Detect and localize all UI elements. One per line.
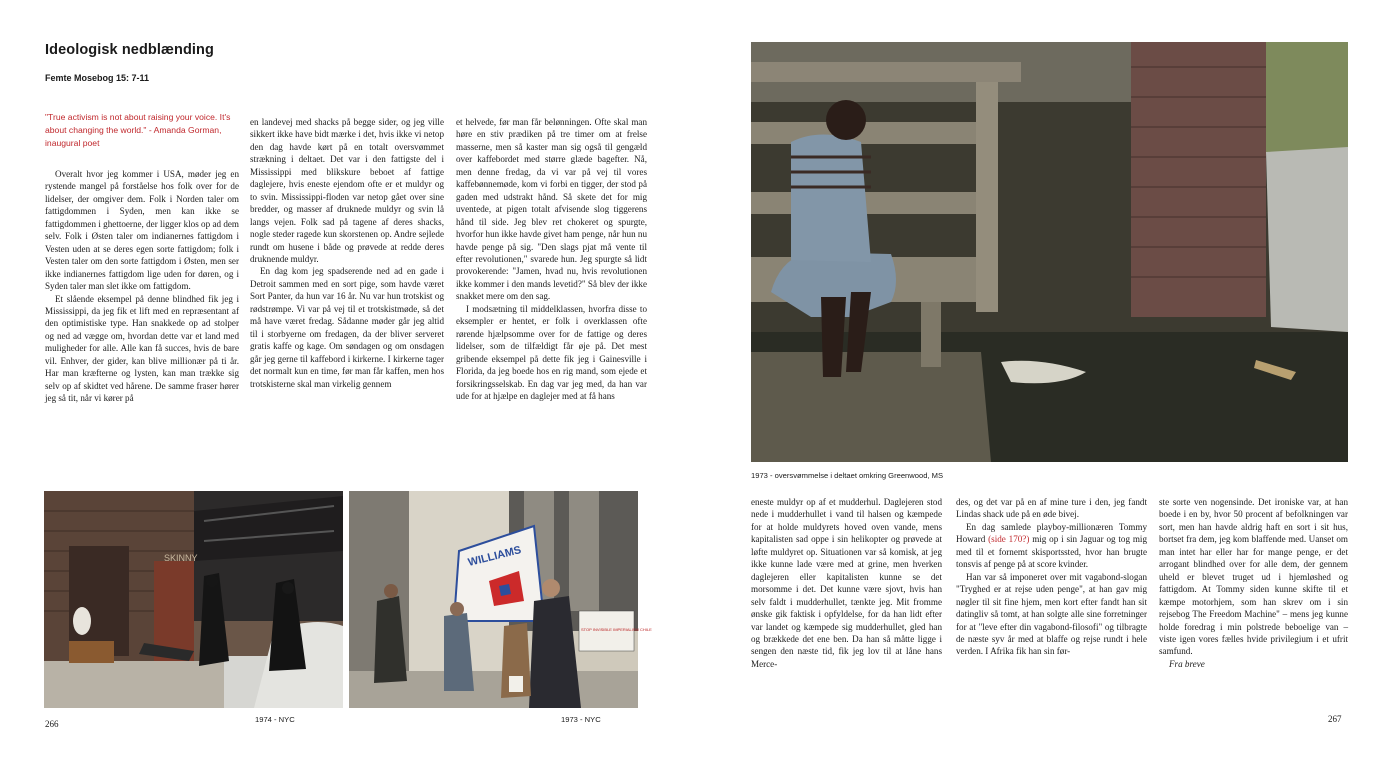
paragraph: et helvede, før man får belønningen. Ofte skal man høre en stiv prædiken på tre timer om at frelse masserne, men så kaster man sig også til gengæld over kaffebordet med større glæde bagefter. Nå, men denne fredag, da vi var på vej til vores kaffebønnemøde, kom vi forbi en tigger, der stod på gaden med udstrakt hånd. Så skete det for mig uventede, at pigen totalt afvisende slog tiggerens hånd til side. Jeg blev ret chokeret og spurgte, hvorfor hun ikke havde givet ham penge, når hun nu havde penge på sig. "Den slags pjat må vente til efter revolutionen," svarede hun. Jeg spurgte så lidt provokerende: "Jamen, hvad nu, hvis revolutionen ikke kommer i den mands levetid?" Så blev der ikke snakket mere om den sag. [456,117,647,302]
text-column-6 [1159,496,1348,670]
paragraph: Overalt hvor jeg kommer i USA, møder jeg en rystende mangel på forståelse hos folk over for de lidelser, der omgiver dem. Folk i Norden taler om fattigdommen i Syden, men kan ikke se fattigdommen i ghettoerne, der ligger klos op ad dem selv. Folk i Østen taler om indianernes fattigdom i Vesten uden at se deres egen sorte fattigdom; folk i Vesten taler om den sorte fattigdom i Østen, men ser ikke indianernes fattigdom lige uden for døren, og i Syden taler man slet ikke om fattigdom. [45,169,239,292]
text-column-4 [751,496,942,670]
text-column-5 [956,496,1147,658]
paragraph-text: En dag samlede playboy-millionæren Tommy Howard [956,521,1147,545]
text-column-3 [456,116,647,402]
paragraph: I modsætning til middelklassen, hvorfra disse to eksempler er hentet, er folk i overklassen ofte rørende hjælpsomme over for de fattige og deres lidelser, som de tilfældigt får øje på. Det mest gribende eksempel på dette fik jeg i Gainesville i Florida, da jeg boede hos en rig mand, som ejede et forsikringsselskab. En dag var jeg med, da han var ude for at hjælpe en daglejer med at få hans [456,303,647,401]
protest-sign-text: WILLIAMS [466,544,523,569]
page-number-right: 267 [1328,714,1342,724]
photo-greenwood-flood-1973 [751,42,1348,462]
scripture-reference: Femte Mosebog 15: 7-11 [45,73,150,83]
cross-reference-link[interactable]: (side 170?) [988,534,1030,545]
paragraph: des, og det var på en af mine ture i den, jeg fandt Lindas shack ude på en øde bivej. [956,497,1147,520]
photo-caption-2: 1973 - NYC [561,715,601,724]
paragraph: en landevej med shacks på begge sider, og jeg ville sikkert ikke have bidt mærke i det, hvis ikke vi netop den dag havde kørt på en totalt oversvømmet strækning i deltaet. Det var i den fattigste del i Mississippi med blikskure beboet af fattige daglejere, hvis eneste ejendom ofte er et muldyr og to svin. Mississippi-floden var netop gået over sine bredder, og masser af druknede muldyr og svin lå langs vejen. Folk sad på tagene af deres shacks, nogle steder ragede kun skorstenen op. Andre sejlede rundt om husene i både og prøvede at redde deres druknende muldyr. [250,117,444,264]
paragraph: Han var så imponeret over mit vagabond-slogan "Tryghed er at rejse uden penge", at han gav mig nøgler til sit fine hjem, men kort efter fandt han sit datingliv så tomt, at han solgte alle sine forretninger for at "leve efter din vagabond-filosofi" og tilbragte de næste syv år med at blaffe og rejse rundt i hele verden. I Afrika fik han sin før- [956,571,1147,657]
paragraph: En dag kom jeg spadserende ned ad en gade i Detroit sammen med en sort pige, som havde været Sort Panter, da hun var 16 år. Nu var hun trotskist og rødstrømpe. Vi var på vej til et trotskistmøde, så det må have været fredag. Sådanne møder går jeg altid til i storbyerne om fredagen, da der bliver serveret gratis kaffe og kage. Om søndagen og om onsdagen går jeg gerne til kaffebord i kirkerne. I kirkerne tager det normalt kun en time, før man får kaffen, men hos trotskisterne skal man virkelig gennem [250,266,444,389]
wall-text: SKINNY [164,553,198,563]
text-column-1 [45,168,239,405]
page-title: Ideologisk nedblænding [45,42,214,58]
page-number-left: 266 [45,719,59,729]
photo-nyc-1974 [44,491,343,708]
paragraph [956,521,1147,571]
text-column-2 [250,116,444,390]
photo-caption-1: 1974 - NYC [255,715,295,724]
paragraph: Et slående eksempel på denne blindhed fik jeg i Mississippi, da jeg fik et lift med en repræsentant af den optimistiske type. Han snakkede op ad stolper og ned ad vægge om, hvordan dette var et land med muligheder for alle. Alle kan få succes, hvis de bare vil. Enhver, der gider, kan blive millionær på ti år. Har man kræfterne og lysten, kan man trække sig selv op af skidtet ved hårene. De samme fraser hører jeg så tit, når vi kører på [45,293,239,404]
paragraph: ste sorte ven nogensinde. Det ironiske var, at han boede i en by, hvor 50 procent af befolkningen var sort, men han havde aldrig haft en sort i sit hus, bortset fra dem, jeg kom blaffende med. Uanset om man intet har eller har for mange penge, er det arrogant blindhed over for alle dem, der gennem uheld er blevet truget ud i hjemløshed og fattigdom. At Tommy siden kunne skifte til et kæmpe motorhjem, som han skrev om i sin rejsebog The Freedom Machine" – mens jeg kunne holde foredrag i min polstrede beboelige van – viste igen vores fælles hvide privilegium i et ufrit samfund. [1159,497,1348,657]
protest-sign-text-2: STOP INVISIBLE IMPERIALISM CHILE [581,627,652,632]
photo-nyc-protest-1973 [349,491,652,708]
paragraph-text: mig op i sin Jaguar og tog mig med til et fornemt skisportssted, hvor han brugte tonsvis af penge på at score kvinder. [956,534,1147,570]
photo-caption-flood: 1973 - oversvømmelse i deltaet omkring Greenwood, MS [751,471,944,480]
pull-quote: "True activism is not about raising your voice. It's about changing the world." - Amanda Gorman, inaugural poet [45,112,231,148]
paragraph: eneste muldyr op af et mudderhul. Daglejeren stod nede i mudderhullet i vand til halsen og kæmpede for at holde muldyrets hoved oven vande, mens kapitalisten sad oppe i sin helikopter og prøvede at løfte muldyret op. Situationen var så komisk, at jeg ikke kunne lade være med at grine, men hverken daglejeren eller kapitalisten kunne se det morsomme i det. Det kunne være sjovt, hvis han selv faldt i mudderhullet, tænkte jeg. Mit fromme ønske gik faktisk i opfyldelse, for da han lidt efter var landet og kæmpede sig mudderhullet, gled han og brækkede det ene ben. Da han så måtte ligge i sengen den næste tid, fik jeg lov til at låne hans Merce- [751,497,942,669]
signoff: Fra breve [1169,658,1205,669]
